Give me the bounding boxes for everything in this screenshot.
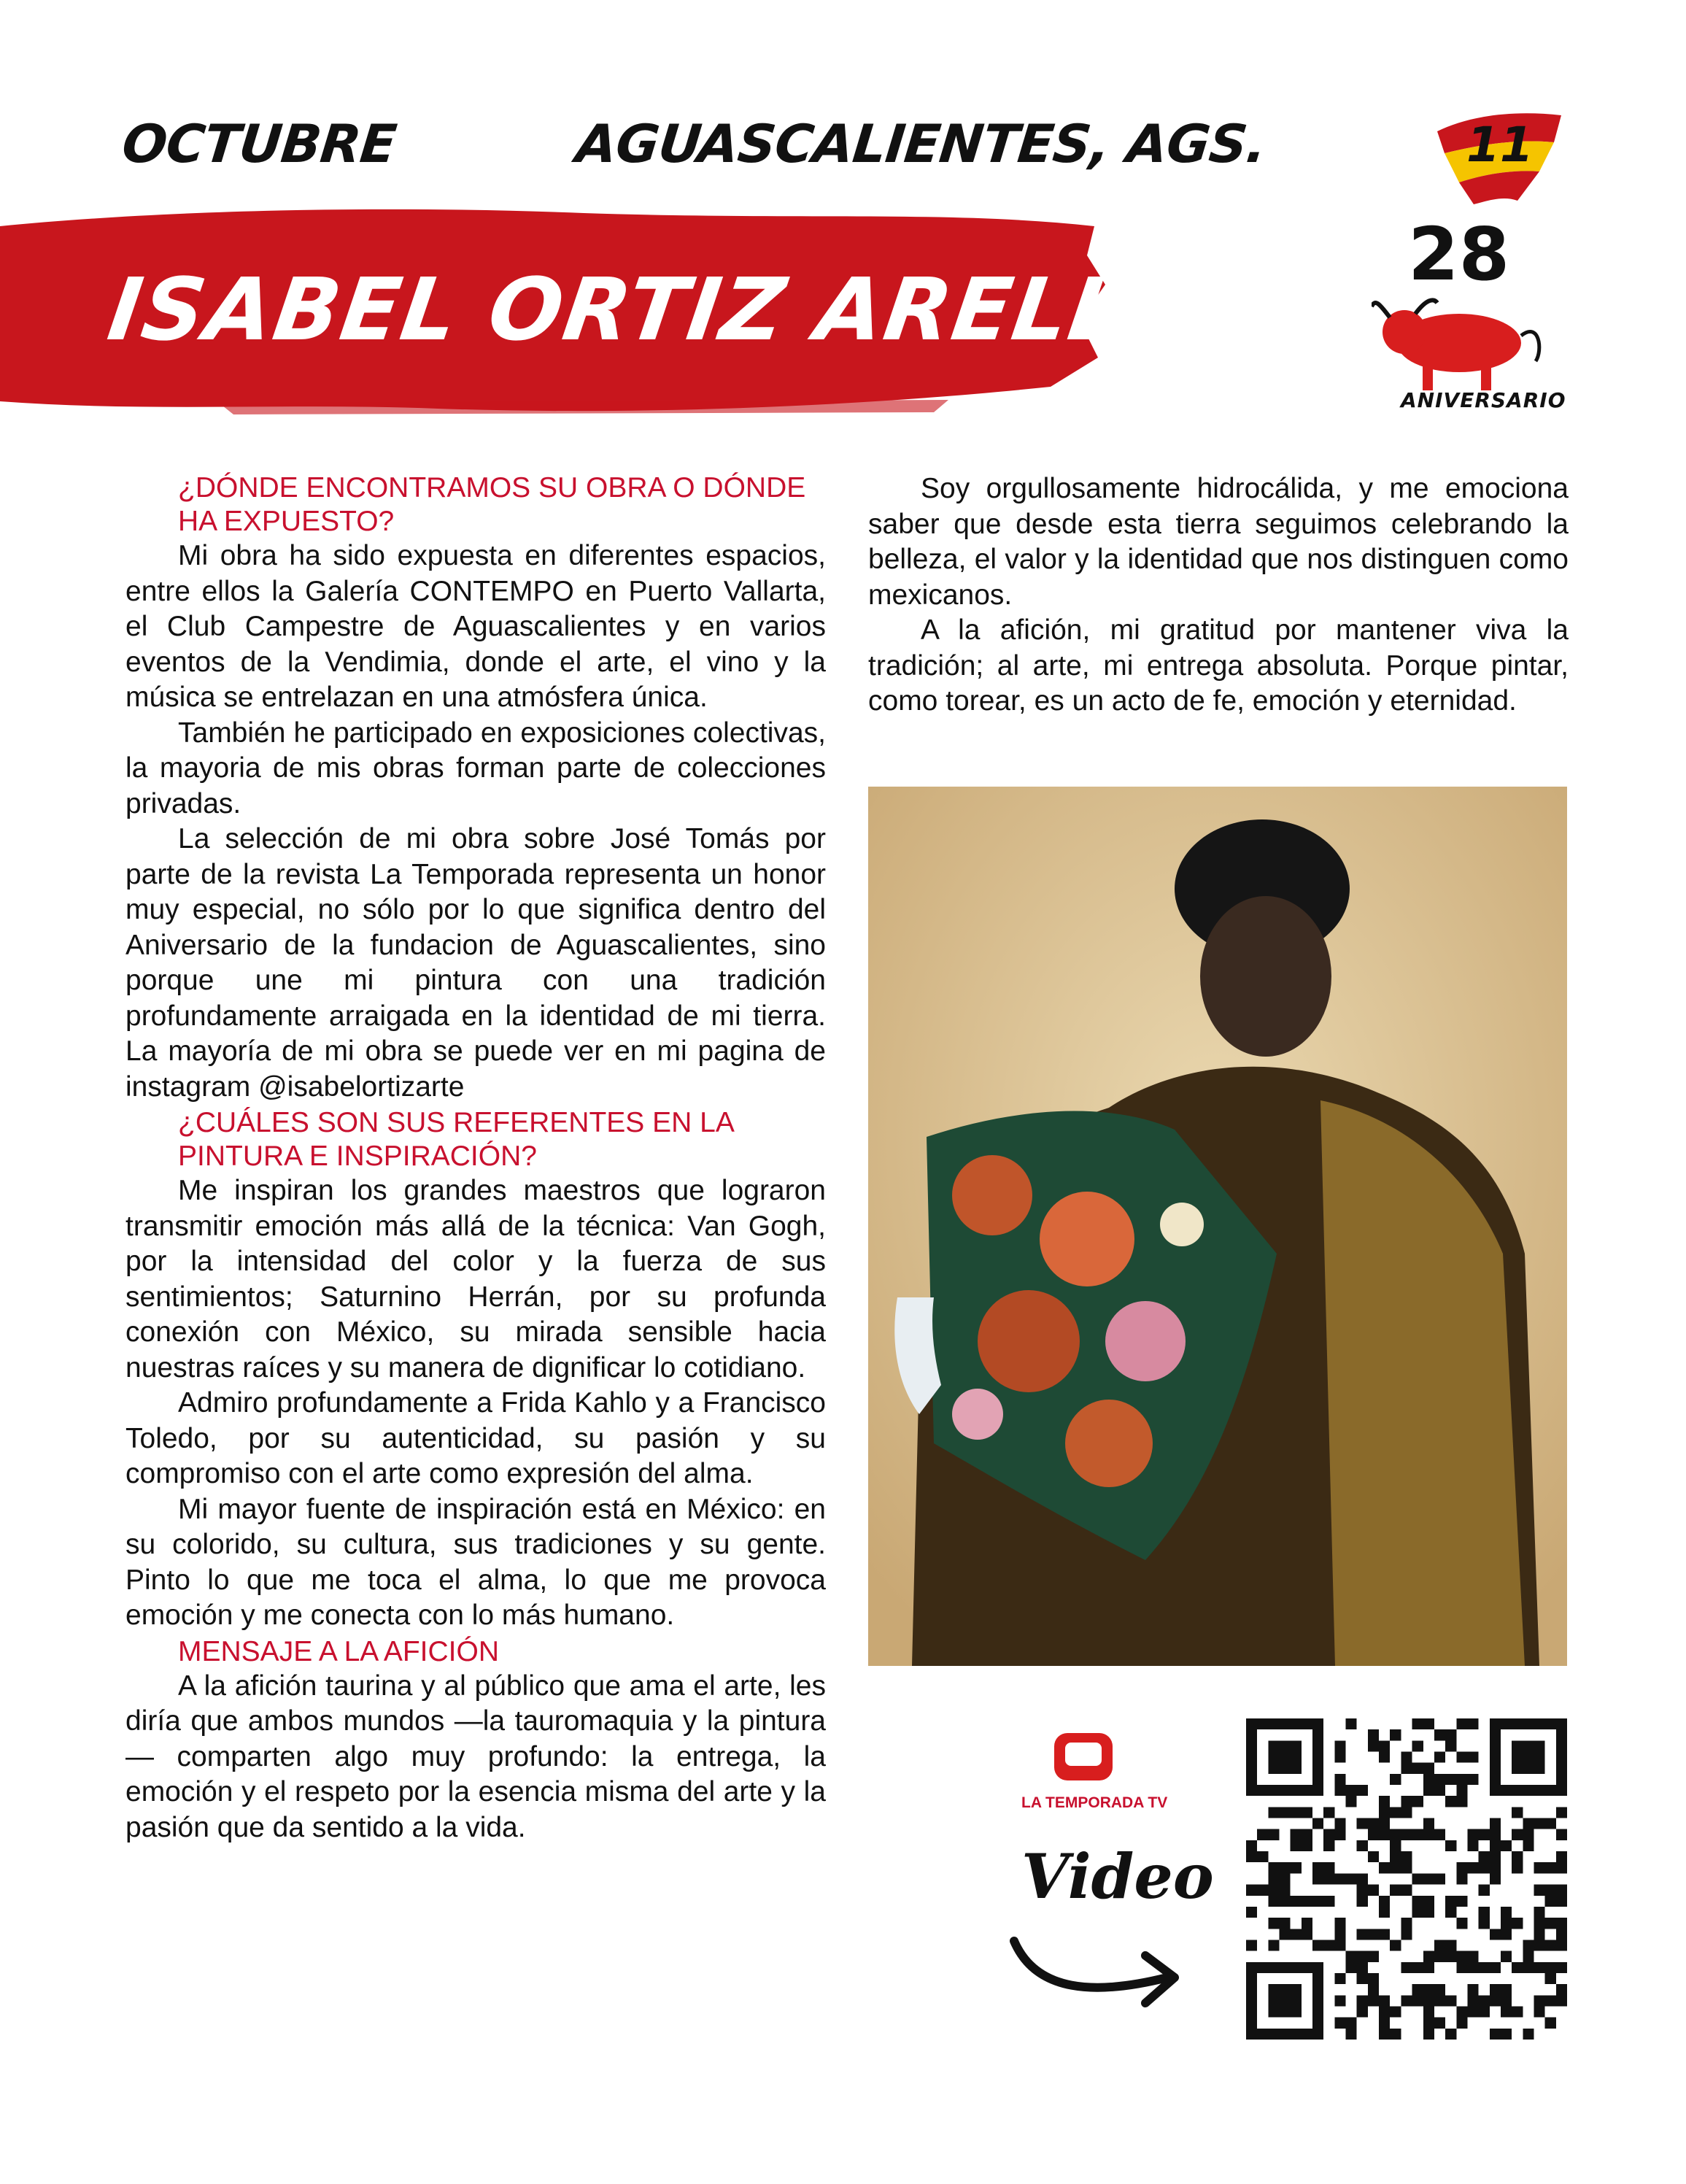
section-heading: MENSAJE A LA AFICIÓN	[178, 1635, 499, 1667]
section-heading: ¿CUÁLES SON SUS REFERENTES EN LA PINTURA E INSPIRACIÓN?	[178, 1107, 733, 1172]
torero-painting	[868, 787, 1567, 1666]
section-heading: ¿DÓNDE ENCONTRAMOS SU OBRA O DÓNDE HA EXPUESTO?	[178, 472, 806, 537]
video-qr-code[interactable]	[1246, 1718, 1567, 2040]
right-column	[868, 471, 1569, 719]
la-temporada-tv-logo-icon	[1051, 1729, 1116, 1788]
paragraph: Mi mayor fuente de inspiración está en México: en su colorido, su cultura, sus tradiciones y su gente. Pinto lo que me toca el alma, lo que me provoca emoción y me conecta con lo más humano.	[125, 1493, 826, 1631]
paragraph: A la afición, mi gratitud por mantener viva la tradición; al arte, mi entrega absoluta. Porque pintar, como torear, es un acto de fe, emoción y eternidad.	[868, 614, 1569, 717]
page-number: 11	[1466, 117, 1534, 173]
anniversary-number: 28	[1408, 212, 1510, 297]
video-label: Video	[1021, 1840, 1214, 1913]
paragraph: A la afición taurina y al público que ama el arte, les diría que ambos mundos —la tauromaquia y la pintura— comparten algo muy profundo: la entrega, la emoción y el respeto por la esencia misma del arte y la pasión que da sentido a la vida.	[125, 1670, 826, 1843]
header-month: OCTUBRE	[119, 113, 399, 174]
paragraph: Admiro profundamente a Frida Kahlo y a Francisco Toledo, por su autenticidad, su pasión y su compromiso con el arte como expresión del alma.	[125, 1387, 826, 1489]
paragraph: Soy orgullosamente hidrocálida, y me emociona saber que desde esta tierra seguimos celebrando la belleza, el valor y la identidad que nos distinguen como mexicanos.	[868, 473, 1569, 611]
brand-label: LA TEMPORADA TV	[1021, 1794, 1168, 1811]
arrow-right-icon	[1007, 1926, 1189, 2014]
anniversary-label: ANIVERSARIO	[1401, 388, 1566, 412]
article-title: ISABEL ORTIZ ARELLANO	[102, 259, 1350, 360]
paragraph: Mi obra ha sido expuesta en diferentes espacios, entre ellos la Galería CONTEMPO en Puerto Vallarta, el Club Campestre de Aguascalientes y en varios eventos de la Vendimia, donde el arte, el vino y la música se entrelazan en una atmósfera única.	[125, 540, 826, 713]
paragraph: La selección de mi obra sobre José Tomás por parte de la revista La Temporada representa un honor muy especial, no sólo por lo que significa dentro del Aniversario de la fundacion de Aguascalientes, sino porque une mi pintura con una tradición profundamente arraigada en la identidad de mi tierra. La mayoría de mi obra se puede ver en mi pagina de instagram @isabelortizarte	[125, 823, 826, 1103]
header-location: AGUASCALIENTES, AGS.	[573, 113, 1269, 174]
paragraph: Me inspiran los grandes maestros que lograron transmitir emoción más allá de la técnica: Van Gogh, por la intensidad del color y la fuerza de sus sentimientos; Saturnino Herrán, por su profunda conexión con México, su mirada sensible hacia nuestras raíces y su manera de dignificar lo cotidiano.	[125, 1175, 826, 1384]
paragraph: También he participado en exposiciones colectivas, la mayoria de mis obras forman parte de colecciones privadas.	[125, 717, 826, 819]
bull-logo-icon	[1372, 292, 1547, 394]
left-column	[125, 471, 826, 1845]
